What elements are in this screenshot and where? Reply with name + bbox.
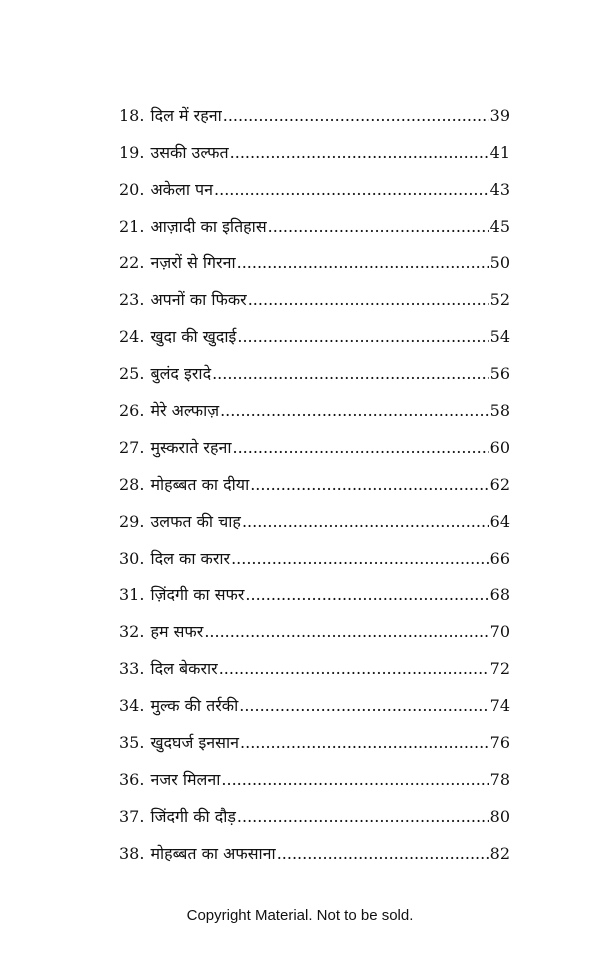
- toc-entry-number: 30.: [119, 548, 145, 568]
- toc-entry-leader-dots: [220, 403, 489, 419]
- toc-entry-page-number: 64: [489, 511, 510, 531]
- toc-entry-number: 23.: [119, 290, 145, 310]
- toc-entry-title: आज़ादी का इतिहास: [150, 216, 267, 236]
- toc-entry[interactable]: [119, 788, 510, 825]
- toc-entry-page-number: 39: [489, 105, 510, 125]
- toc-entry[interactable]: [119, 271, 510, 308]
- toc-entry-number: 22.: [119, 253, 145, 273]
- toc-entry-leader-dots: [230, 145, 489, 161]
- toc-entry-number: 19.: [119, 142, 145, 162]
- toc-entry-number: 24.: [119, 327, 145, 347]
- toc-entry[interactable]: [119, 87, 510, 124]
- toc-entry-title: अपनों का फिकर: [150, 290, 247, 310]
- toc-entry-title: हम सफर: [150, 622, 204, 642]
- toc-entry-title: मुल्क की तर्रकी: [150, 696, 239, 716]
- toc-entry[interactable]: [119, 714, 510, 751]
- toc-entry-leader-dots: [242, 514, 489, 530]
- toc-entry[interactable]: [119, 825, 510, 862]
- toc-entry-title: दिल बेकरार: [150, 659, 218, 679]
- toc-entry-leader-dots: [204, 624, 488, 640]
- copyright-footer: Copyright Material. Not to be sold.: [186, 907, 414, 924]
- toc-entry-leader-dots: [248, 292, 489, 308]
- toc-entry-leader-dots: [277, 846, 489, 862]
- toc-entry[interactable]: [119, 419, 510, 456]
- toc-entry[interactable]: [119, 530, 510, 567]
- toc-entry-number: 20.: [119, 179, 145, 199]
- toc-entry-title: मोहब्बत का दीया: [150, 474, 250, 494]
- toc-entry-page-number: 76: [489, 733, 510, 753]
- toc-entry-page-number: 60: [489, 437, 510, 457]
- toc-entry-page-number: 80: [489, 806, 510, 826]
- toc-entry[interactable]: [119, 677, 510, 714]
- toc-entry-number: 28.: [119, 474, 145, 494]
- toc-entry[interactable]: [119, 235, 510, 272]
- toc-entry[interactable]: [119, 493, 510, 530]
- toc-entry-page-number: 70: [489, 622, 510, 642]
- toc-entry-leader-dots: [212, 366, 489, 382]
- toc-entry-page-number: 45: [489, 216, 510, 236]
- toc-entry[interactable]: [119, 456, 510, 493]
- toc-entry-title: नजर मिलना: [150, 769, 221, 789]
- toc-entry-title: बुलंद इरादे: [150, 364, 212, 384]
- toc-entry-leader-dots: [237, 329, 488, 345]
- toc-entry[interactable]: [119, 124, 510, 161]
- toc-entry-number: 27.: [119, 437, 145, 457]
- toc-entry-leader-dots: [268, 219, 489, 235]
- toc-entry-title: नज़रों से गिरना: [150, 253, 236, 273]
- toc-entry[interactable]: [119, 382, 510, 419]
- toc-entry-page-number: 56: [489, 364, 510, 384]
- toc-entry-title: मेरे अल्फाज़: [150, 401, 220, 421]
- toc-entry-title: ज़िंदगी का सफर: [150, 585, 245, 605]
- toc-entry-page-number: 50: [489, 253, 510, 273]
- toc-entry-leader-dots: [233, 440, 489, 456]
- toc-entry-leader-dots: [245, 587, 488, 603]
- toc-entry-leader-dots: [219, 661, 489, 677]
- toc-entry-number: 35.: [119, 733, 145, 753]
- toc-entry[interactable]: [119, 603, 510, 640]
- toc-entry-number: 34.: [119, 696, 145, 716]
- toc-entry-page-number: 66: [489, 548, 510, 568]
- toc-entry-title: अकेला पन: [150, 179, 214, 199]
- toc-entry-number: 21.: [119, 216, 145, 236]
- toc-entry-number: 36.: [119, 769, 145, 789]
- toc-entry[interactable]: [119, 751, 510, 788]
- toc-entry-leader-dots: [231, 551, 489, 567]
- toc-entry-leader-dots: [239, 698, 488, 714]
- toc-entry[interactable]: [119, 567, 510, 604]
- toc-entry-page-number: 41: [489, 142, 510, 162]
- toc-entry[interactable]: [119, 198, 510, 235]
- toc-entry-number: 29.: [119, 511, 145, 531]
- toc-entry-title: उसकी उल्फत: [150, 142, 229, 162]
- toc-entry-page-number: 72: [489, 659, 510, 679]
- toc-entry[interactable]: [119, 308, 510, 345]
- toc-entry-number: 38.: [119, 843, 145, 863]
- toc-entry-page-number: 54: [489, 327, 510, 347]
- toc-entry-title: मोहब्बत का अफसाना: [150, 843, 276, 863]
- toc-entry-leader-dots: [240, 735, 489, 751]
- toc-entry-page-number: 62: [489, 474, 510, 494]
- toc-entry-page-number: 68: [489, 585, 510, 605]
- toc-entry-number: 18.: [119, 105, 145, 125]
- toc-entry-page-number: 82: [489, 843, 510, 863]
- toc-entry-page-number: 58: [489, 401, 510, 421]
- table-of-contents: [119, 87, 510, 862]
- toc-entry-number: 37.: [119, 806, 145, 826]
- toc-entry-page-number: 52: [489, 290, 510, 310]
- toc-entry-number: 32.: [119, 622, 145, 642]
- toc-entry[interactable]: [119, 345, 510, 382]
- toc-entry-title: दिल का करार: [150, 548, 231, 568]
- toc-entry-leader-dots: [250, 477, 488, 493]
- toc-entry-leader-dots: [237, 255, 489, 271]
- toc-entry-title: जिंदगी की दौड़: [150, 806, 236, 826]
- toc-entry-number: 31.: [119, 585, 145, 605]
- toc-entry-number: 33.: [119, 659, 145, 679]
- toc-entry-title: खुदा की खुदाई: [150, 327, 237, 347]
- toc-entry-title: दिल में रहना: [150, 105, 222, 125]
- toc-entry-title: उलफत की चाह: [150, 511, 241, 531]
- toc-entry-page-number: 78: [489, 769, 510, 789]
- toc-entry-page-number: 74: [489, 696, 510, 716]
- toc-entry-leader-dots: [223, 108, 489, 124]
- toc-entry-leader-dots: [214, 182, 489, 198]
- toc-entry-number: 25.: [119, 364, 145, 384]
- toc-entry-number: 26.: [119, 401, 145, 421]
- toc-entry[interactable]: [119, 161, 510, 198]
- toc-entry-title: मुस्कराते रहना: [150, 437, 232, 457]
- toc-entry[interactable]: [119, 640, 510, 677]
- toc-entry-leader-dots: [221, 772, 488, 788]
- toc-entry-page-number: 43: [489, 179, 510, 199]
- toc-entry-title: खुदघर्ज इनसान: [150, 733, 240, 753]
- toc-entry-leader-dots: [237, 809, 489, 825]
